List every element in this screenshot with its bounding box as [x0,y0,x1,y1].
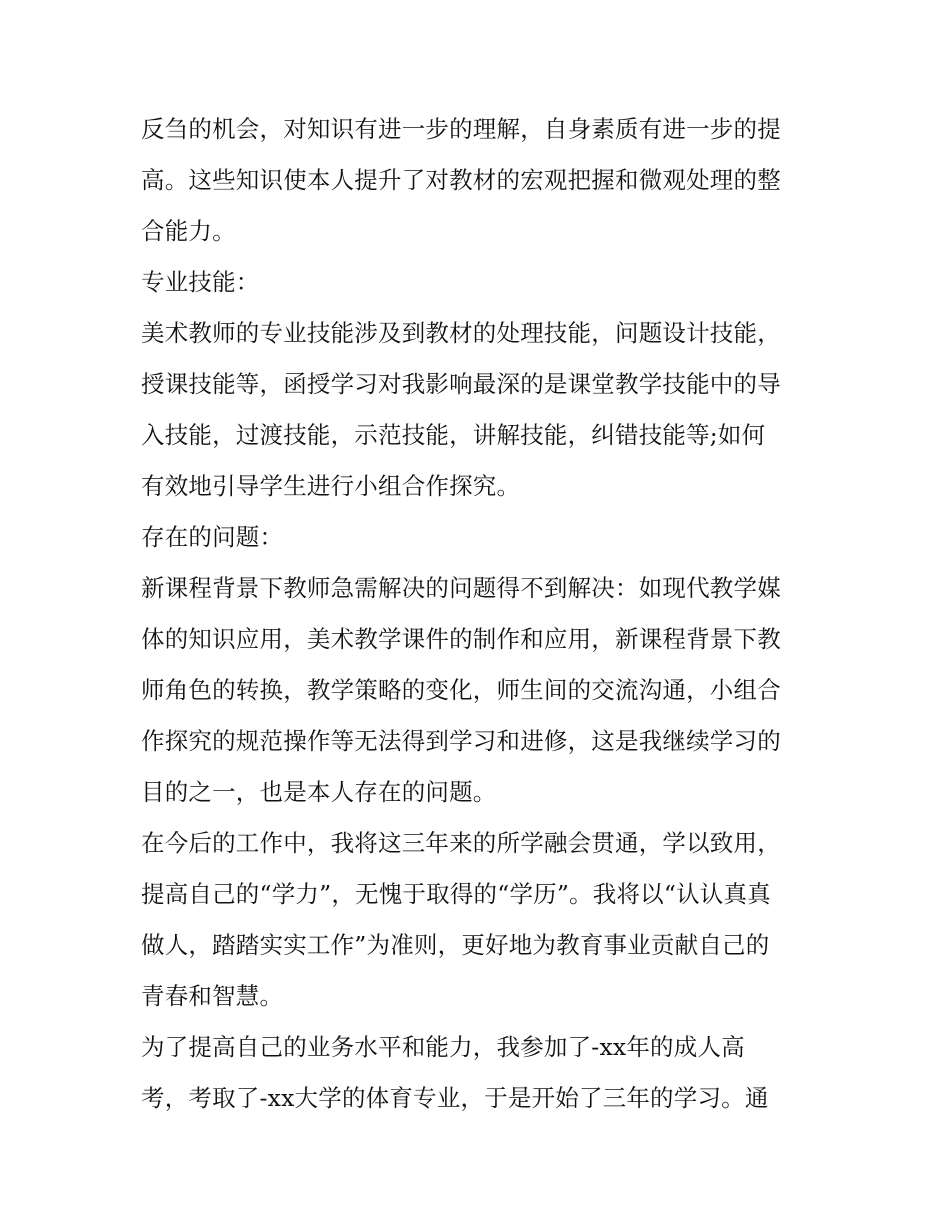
text-line-10: 新课程背景下教师急需解决的问题得不到解决：如现代教学媒 [141,574,781,602]
text-line-13: 作探究的规范操作等无法得到学习和进修，这是我继续学习的 [141,727,781,755]
text-line-14: 目的之一，也是本人存在的问题。 [141,778,497,806]
text-line-3: 合能力。 [141,217,236,245]
section-heading-problems: 存在的问题： [141,523,284,551]
text-line-1: 反刍的机会，对知识有进一步的理解，自身素质有进一步的提 [141,115,781,143]
text-line-12: 师角色的转换，教学策略的变化，师生间的交流沟通，小组合 [141,676,781,704]
text-line-8: 有效地引导学生进行小组合作探究。 [141,472,521,500]
text-line-17: 做人，踏踏实实工作”为准则，更好地为教育事业贡献自己的 [141,931,770,959]
text-line-7: 入技能，过渡技能，示范技能，讲解技能，纠错技能等;如何 [141,421,766,449]
text-line-11: 体的知识应用，美术教学课件的制作和应用，新课程背景下教 [141,625,781,653]
text-line-20: 考，考取了-xx大学的体育专业，于是开始了三年的学习。通 [141,1084,769,1112]
text-line-6: 授课技能等，函授学习对我影响最深的是课堂教学技能中的导 [141,370,781,398]
text-line-18: 青春和智慧。 [141,982,284,1010]
text-line-16: 提高自己的“学力”，无愧于取得的“学历”。我将以“认认真真 [141,880,771,908]
text-line-5: 美术教师的专业技能涉及到教材的处理技能，问题设计技能， [141,319,781,347]
text-line-2: 高。这些知识使本人提升了对教材的宏观把握和微观处理的整 [141,166,781,194]
section-heading-skills: 专业技能： [141,268,260,296]
text-line-19: 为了提高自己的业务水平和能力，我参加了-xx年的成人高 [141,1033,745,1061]
text-line-15: 在今后的工作中，我将这三年来的所学融会贯通，学以致用， [141,829,781,857]
